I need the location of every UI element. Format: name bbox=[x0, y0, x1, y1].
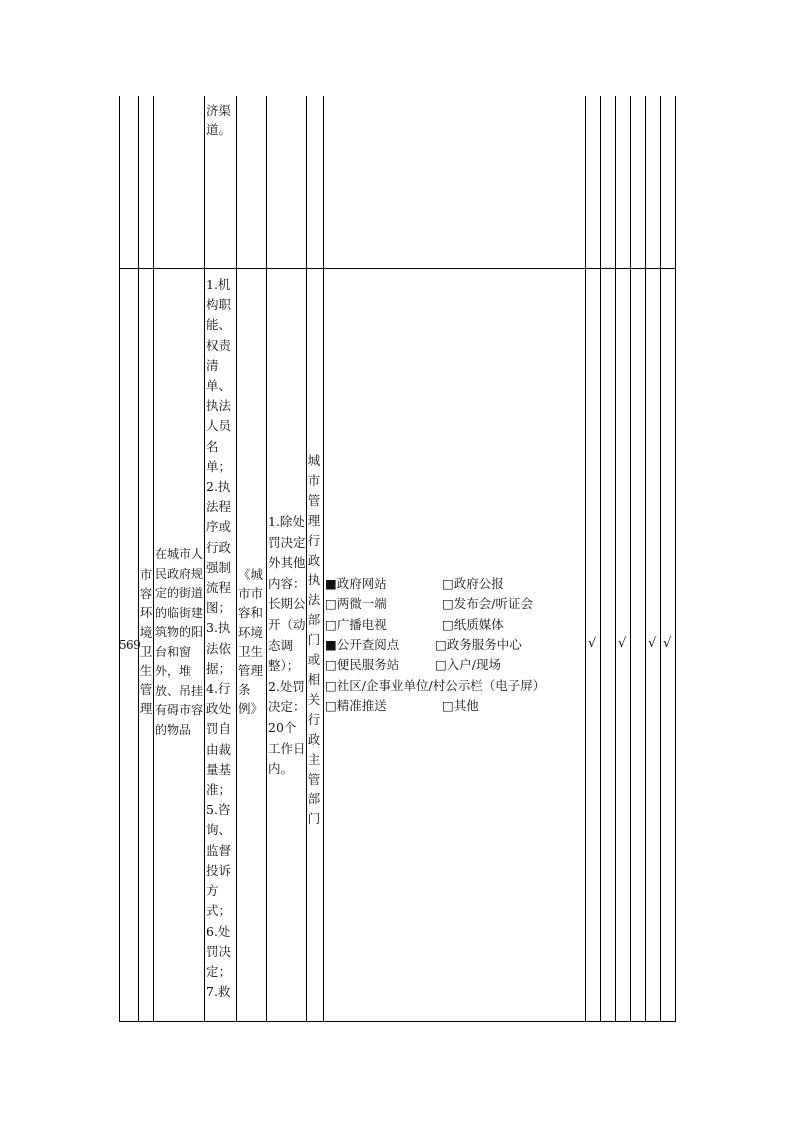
channel-row bbox=[325, 676, 545, 696]
channel-option: □入户/现场 bbox=[435, 657, 502, 673]
channel-option: □纸质媒体 bbox=[442, 616, 504, 632]
check-mark: √ bbox=[618, 636, 627, 651]
table-border bbox=[630, 96, 631, 1022]
channel-option: □政务服务中心 bbox=[435, 636, 522, 652]
channel-option: □发布会/听证会 bbox=[442, 596, 534, 612]
check-mark: √ bbox=[663, 636, 672, 651]
channel-option: □广播电视 bbox=[325, 616, 387, 632]
channel-option: □两微一端 bbox=[325, 596, 387, 612]
channel-row bbox=[325, 635, 522, 655]
table-border bbox=[675, 96, 676, 1022]
channel-option: □其他 bbox=[442, 697, 479, 713]
channel-row bbox=[325, 655, 501, 675]
channel-option: □精准推送 bbox=[325, 697, 387, 713]
table-border bbox=[266, 96, 267, 1022]
continued-basis-text: 济渠道。 bbox=[206, 103, 232, 138]
table-border bbox=[660, 96, 661, 1022]
table-border bbox=[585, 96, 586, 1022]
table-border bbox=[236, 96, 237, 1022]
channel-row bbox=[325, 594, 533, 614]
category-cell: 市容环境卫生管理 bbox=[139, 567, 153, 717]
channel-row bbox=[325, 615, 504, 635]
channel-row bbox=[325, 696, 479, 716]
channel-option: □便民服务站 bbox=[325, 657, 400, 673]
table-border bbox=[153, 96, 154, 1022]
table-bottom-border bbox=[119, 1021, 676, 1022]
channel-row bbox=[325, 574, 504, 594]
subject-cell: 城市管理行政执法部门或相关行政主管部门 bbox=[307, 453, 321, 827]
table-border bbox=[600, 96, 601, 1022]
table-border bbox=[645, 96, 646, 1022]
basis-cell: 《城市市容和环境卫生管理条例》 bbox=[238, 567, 264, 717]
channel-option: ■政府网站 bbox=[325, 576, 387, 591]
check-mark: √ bbox=[588, 636, 597, 651]
table-border bbox=[615, 96, 616, 1022]
row-number: 569 bbox=[119, 638, 141, 652]
table-border bbox=[138, 96, 139, 1022]
row-divider bbox=[119, 268, 676, 269]
check-mark: √ bbox=[648, 636, 657, 651]
table-border bbox=[323, 96, 324, 1022]
item-cell: 在城市人民政府规定的街道的临街建筑物的阳台和窗外，堆放、吊挂有碍市容的物品 bbox=[155, 547, 204, 737]
channel-option: □政府公报 bbox=[442, 576, 504, 591]
content-cell: 1.机构职能、权责清单、执法人员名单；2.执法程序或行政强制流程图；3.执法依据；4.行政处罚自由裁量基准；5.咨询、监督投诉方式；6.处罚决定；7.救 bbox=[206, 277, 232, 1000]
table-border bbox=[119, 96, 120, 1022]
channel-option: □社区/企事业单位/村公示栏（电子屏） bbox=[325, 677, 546, 693]
timeline-cell: 1.除处罚决定外其他内容：长期公开（动态调整）；2.处罚决定：20个工作日内。 bbox=[268, 514, 306, 777]
channel-option: ■公开查阅点 bbox=[325, 636, 400, 652]
